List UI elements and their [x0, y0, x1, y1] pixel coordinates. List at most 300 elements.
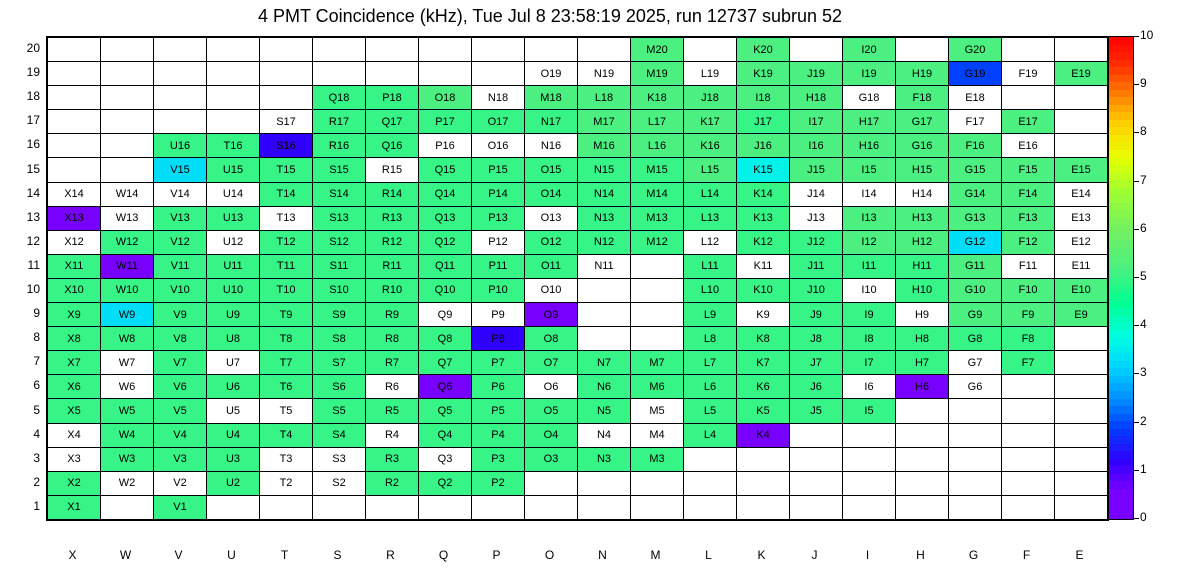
heatmap-cell-empty	[48, 110, 101, 134]
heatmap-cell: H16	[843, 134, 896, 158]
heatmap-cell: X13	[48, 206, 101, 230]
heatmap-cell-empty	[578, 471, 631, 495]
heatmap-cell: K18	[631, 86, 684, 110]
heatmap-cell: H11	[896, 254, 949, 278]
heatmap-cell-empty	[525, 495, 578, 519]
heatmap-cell: G6	[949, 375, 1002, 399]
heatmap-cell: O12	[525, 230, 578, 254]
heatmap-cell: S15	[313, 158, 366, 182]
heatmap-cell: V2	[154, 471, 207, 495]
heatmap-cell: U15	[207, 158, 260, 182]
colorbar-segment	[1109, 391, 1133, 399]
heatmap-cell-empty	[631, 303, 684, 327]
heatmap-cell-empty	[154, 38, 207, 62]
colorbar-segment	[1109, 376, 1133, 384]
heatmap-cell: H18	[790, 86, 843, 110]
heatmap-cell: L19	[684, 62, 737, 86]
colorbar	[1108, 36, 1134, 520]
heatmap-cell-empty	[419, 495, 472, 519]
y-tick-label: 11	[27, 257, 40, 272]
colorbar-segment	[1109, 338, 1133, 346]
heatmap-cell: J18	[684, 86, 737, 110]
colorbar-tick-label: 7	[1140, 172, 1147, 187]
heatmap-cell: R17	[313, 110, 366, 134]
heatmap-cell: T9	[260, 303, 313, 327]
heatmap-cell: Q16	[366, 134, 419, 158]
heatmap-cell: N11	[578, 254, 631, 278]
heatmap-cell: T15	[260, 158, 313, 182]
heatmap-cell: S16	[260, 134, 313, 158]
heatmap-cell: N13	[578, 206, 631, 230]
heatmap-cell-empty	[1055, 375, 1108, 399]
x-tick-label: J	[811, 548, 818, 562]
heatmap-cell: P3	[472, 447, 525, 471]
colorbar-segment	[1109, 496, 1133, 504]
y-tick-label: 15	[26, 161, 40, 176]
heatmap-cell-empty	[472, 495, 525, 519]
heatmap-cell: M7	[631, 351, 684, 375]
heatmap-cell: K19	[737, 62, 790, 86]
heatmap-cell: P10	[472, 278, 525, 302]
y-tick-label: 7	[33, 354, 40, 369]
heatmap-cell: L7	[684, 351, 737, 375]
heatmap-cell: R15	[366, 158, 419, 182]
y-tick-label: 1	[33, 498, 40, 513]
heatmap-cell: K16	[684, 134, 737, 158]
heatmap-cell: X14	[48, 182, 101, 206]
heatmap-cell-empty	[790, 38, 843, 62]
heatmap-cell: V11	[154, 254, 207, 278]
heatmap-cell: V1	[154, 495, 207, 519]
heatmap-cell: E9	[1055, 303, 1108, 327]
heatmap-row	[48, 327, 1108, 351]
heatmap-cell-empty	[1002, 471, 1055, 495]
colorbar-tick-label: 10	[1140, 28, 1154, 42]
colorbar-segment	[1109, 105, 1133, 113]
heatmap-cell-empty	[896, 423, 949, 447]
heatmap-row	[48, 158, 1108, 182]
heatmap-cell: L17	[631, 110, 684, 134]
colorbar-tick	[1134, 325, 1139, 326]
heatmap-cell: L6	[684, 375, 737, 399]
heatmap-cell: U10	[207, 278, 260, 302]
heatmap-cell: I12	[843, 230, 896, 254]
heatmap-cell: M12	[631, 230, 684, 254]
heatmap-grid	[47, 37, 1108, 520]
heatmap-cell: X12	[48, 230, 101, 254]
colorbar-segment	[1109, 90, 1133, 98]
heatmap-cell-empty	[48, 62, 101, 86]
colorbar-segment	[1109, 368, 1133, 376]
colorbar-segment	[1109, 451, 1133, 459]
heatmap-cell-empty	[154, 86, 207, 110]
heatmap-cell-empty	[737, 495, 790, 519]
heatmap-cell-empty	[1002, 38, 1055, 62]
heatmap-cell: I11	[843, 254, 896, 278]
heatmap-cell-empty	[419, 38, 472, 62]
heatmap-cell: W5	[101, 399, 154, 423]
heatmap-cell-empty	[631, 254, 684, 278]
heatmap-cell: M20	[631, 38, 684, 62]
colorbar-segment	[1109, 346, 1133, 354]
heatmap-cell: E19	[1055, 62, 1108, 86]
heatmap-cell: X6	[48, 375, 101, 399]
heatmap-cell-empty	[843, 447, 896, 471]
heatmap-cell: W8	[101, 327, 154, 351]
heatmap-cell: L10	[684, 278, 737, 302]
heatmap-cell: Q13	[419, 206, 472, 230]
colorbar-segment	[1109, 361, 1133, 369]
heatmap-cell: K8	[737, 327, 790, 351]
heatmap-cell: R5	[366, 399, 419, 423]
heatmap-cell: N4	[578, 423, 631, 447]
heatmap-cell: U12	[207, 230, 260, 254]
heatmap-cell-empty	[631, 495, 684, 519]
heatmap-cell: V14	[154, 182, 207, 206]
heatmap-cell-empty	[949, 447, 1002, 471]
heatmap-cell-empty	[896, 447, 949, 471]
heatmap-cell: T14	[260, 182, 313, 206]
heatmap-cell: H12	[896, 230, 949, 254]
heatmap-cell-empty	[790, 423, 843, 447]
chart-title: 4 PMT Coincidence (kHz), Tue Jul 8 23:58:19 2025, run 12737 subrun 52	[257, 6, 843, 26]
heatmap-row	[48, 254, 1108, 278]
heatmap-cell-empty	[1055, 495, 1108, 519]
heatmap-cell: Q11	[419, 254, 472, 278]
heatmap-cell: P2	[472, 471, 525, 495]
heatmap-cell: G15	[949, 158, 1002, 182]
heatmap-cell: U9	[207, 303, 260, 327]
heatmap-cell-empty	[366, 38, 419, 62]
colorbar-segment	[1109, 112, 1133, 120]
heatmap-cell-empty	[154, 62, 207, 86]
heatmap-cell: N17	[525, 110, 578, 134]
colorbar-segment	[1109, 323, 1133, 331]
heatmap-cell: X11	[48, 254, 101, 278]
heatmap-cell: I17	[790, 110, 843, 134]
heatmap-cell-empty	[790, 495, 843, 519]
heatmap-cell: G16	[896, 134, 949, 158]
heatmap-cell: H8	[896, 327, 949, 351]
heatmap-cell: R3	[366, 447, 419, 471]
colorbar-segment	[1109, 75, 1133, 83]
colorbar-segment	[1109, 255, 1133, 263]
heatmap-cell: S8	[313, 327, 366, 351]
heatmap-cell: M4	[631, 423, 684, 447]
colorbar-segment	[1109, 52, 1133, 60]
heatmap-cell: I7	[843, 351, 896, 375]
y-tick-label: 8	[33, 330, 40, 345]
colorbar-tick	[1134, 277, 1139, 278]
y-tick-label: 4	[33, 426, 40, 441]
heatmap-cell: X7	[48, 351, 101, 375]
heatmap-row	[48, 495, 1108, 519]
heatmap-cell: X5	[48, 399, 101, 423]
x-tick-label: U	[227, 548, 236, 562]
heatmap-cell-empty	[366, 495, 419, 519]
x-tick-label: E	[1075, 548, 1084, 562]
heatmap-cell-empty	[1002, 447, 1055, 471]
colorbar-tick-label: 1	[1140, 461, 1147, 476]
heatmap-cell-empty	[790, 447, 843, 471]
heatmap-cell: W10	[101, 278, 154, 302]
heatmap-cell: J7	[790, 351, 843, 375]
heatmap-cell: Q18	[313, 86, 366, 110]
heatmap-cell: J13	[790, 206, 843, 230]
heatmap-cell-empty	[260, 495, 313, 519]
colorbar-segment	[1109, 240, 1133, 248]
heatmap-cell: T6	[260, 375, 313, 399]
y-tick-label: 19	[26, 65, 40, 80]
heatmap-cell: L16	[631, 134, 684, 158]
heatmap-cell: X2	[48, 471, 101, 495]
heatmap-cell: W11	[101, 254, 154, 278]
colorbar-tick	[1134, 84, 1139, 85]
heatmap-cell: G7	[949, 351, 1002, 375]
heatmap-cell-empty	[1055, 447, 1108, 471]
heatmap-cell: S13	[313, 206, 366, 230]
heatmap-cell: J5	[790, 399, 843, 423]
heatmap-cell: O6	[525, 375, 578, 399]
heatmap-cell: V8	[154, 327, 207, 351]
colorbar-segment	[1109, 248, 1133, 256]
heatmap-cell: M13	[631, 206, 684, 230]
heatmap-cell: M17	[578, 110, 631, 134]
heatmap-cell: R10	[366, 278, 419, 302]
heatmap-cell-empty	[313, 495, 366, 519]
heatmap-cell: E15	[1055, 158, 1108, 182]
heatmap-cell: K9	[737, 303, 790, 327]
heatmap-cell: T10	[260, 278, 313, 302]
heatmap-cell: U7	[207, 351, 260, 375]
heatmap-cell-empty	[578, 278, 631, 302]
heatmap-cell-empty	[154, 110, 207, 134]
heatmap-cell: H17	[843, 110, 896, 134]
heatmap-row	[48, 303, 1108, 327]
heatmap-cell: V6	[154, 375, 207, 399]
heatmap-cell: J12	[790, 230, 843, 254]
heatmap-cell: S4	[313, 423, 366, 447]
heatmap-cell: V3	[154, 447, 207, 471]
heatmap-cell: T8	[260, 327, 313, 351]
heatmap-row	[48, 375, 1108, 399]
heatmap-row	[48, 423, 1108, 447]
heatmap-cell: R6	[366, 375, 419, 399]
colorbar-segment	[1109, 203, 1133, 211]
heatmap-cell: Q12	[419, 230, 472, 254]
heatmap-cell: X9	[48, 303, 101, 327]
y-tick-label: 14	[26, 185, 40, 200]
colorbar-segment	[1109, 459, 1133, 467]
heatmap-cell: E17	[1002, 110, 1055, 134]
colorbar-segment	[1109, 316, 1133, 324]
heatmap-cell: T16	[207, 134, 260, 158]
colorbar-segment	[1109, 489, 1133, 497]
heatmap-cell: O8	[525, 327, 578, 351]
heatmap-cell: M18	[525, 86, 578, 110]
heatmap-cell-empty	[684, 447, 737, 471]
heatmap-cell: F19	[1002, 62, 1055, 86]
y-tick-label: 5	[33, 402, 40, 417]
heatmap-cell-empty	[631, 327, 684, 351]
heatmap-cell: M3	[631, 447, 684, 471]
heatmap-cell: M14	[631, 182, 684, 206]
colorbar-segment	[1109, 474, 1133, 482]
colorbar-segment	[1109, 263, 1133, 271]
heatmap-cell: E13	[1055, 206, 1108, 230]
heatmap-cell: V9	[154, 303, 207, 327]
heatmap-cell-empty	[207, 62, 260, 86]
colorbar-tick	[1134, 181, 1139, 182]
heatmap-cell: W7	[101, 351, 154, 375]
heatmap-cell-empty	[1002, 375, 1055, 399]
heatmap-cell: P6	[472, 375, 525, 399]
heatmap-cell: I13	[843, 206, 896, 230]
heatmap-cell: S11	[313, 254, 366, 278]
heatmap-cell: M6	[631, 375, 684, 399]
colorbar-tick	[1134, 132, 1139, 133]
heatmap-cell: O5	[525, 399, 578, 423]
colorbar-segment	[1109, 414, 1133, 422]
heatmap-cell-empty	[101, 110, 154, 134]
heatmap-cell: P7	[472, 351, 525, 375]
heatmap-cell: F10	[1002, 278, 1055, 302]
heatmap-cell: T13	[260, 206, 313, 230]
heatmap-cell: H7	[896, 351, 949, 375]
colorbar-segment	[1109, 195, 1133, 203]
heatmap-cell: R16	[313, 134, 366, 158]
colorbar-segment	[1109, 429, 1133, 437]
heatmap-cell: I14	[843, 182, 896, 206]
heatmap-cell: O18	[419, 86, 472, 110]
colorbar-segment	[1109, 481, 1133, 489]
heatmap-cell: V10	[154, 278, 207, 302]
heatmap-cell: L11	[684, 254, 737, 278]
heatmap-cell: W6	[101, 375, 154, 399]
heatmap-cell-empty	[1002, 495, 1055, 519]
heatmap-cell: W14	[101, 182, 154, 206]
heatmap-cell: J6	[790, 375, 843, 399]
heatmap-cell: R4	[366, 423, 419, 447]
heatmap-cell: S14	[313, 182, 366, 206]
heatmap-cell: N6	[578, 375, 631, 399]
heatmap-cell: J8	[790, 327, 843, 351]
heatmap-cell: O3	[525, 447, 578, 471]
heatmap-cell: F13	[1002, 206, 1055, 230]
heatmap-cell: O19	[525, 62, 578, 86]
heatmap-cell-empty	[737, 471, 790, 495]
x-tick-label: W	[119, 548, 132, 562]
heatmap-cell: S5	[313, 399, 366, 423]
colorbar-segment	[1109, 293, 1133, 301]
y-tick-label: 10	[26, 282, 40, 296]
heatmap-cell: U13	[207, 206, 260, 230]
heatmap-cell-empty	[790, 471, 843, 495]
heatmap-cell: Q5	[419, 399, 472, 423]
heatmap-cell-empty	[1055, 110, 1108, 134]
heatmap-cell: L13	[684, 206, 737, 230]
colorbar-segment	[1109, 45, 1133, 53]
heatmap-cell: G11	[949, 254, 1002, 278]
colorbar-segment	[1109, 120, 1133, 128]
heatmap-cell: R14	[366, 182, 419, 206]
heatmap-row	[48, 86, 1108, 110]
heatmap-cell: N3	[578, 447, 631, 471]
heatmap-cell-empty	[1002, 86, 1055, 110]
heatmap-cell: R9	[366, 303, 419, 327]
heatmap-cell: K7	[737, 351, 790, 375]
heatmap-cell: E11	[1055, 254, 1108, 278]
heatmap-cell: O13	[525, 206, 578, 230]
heatmap-cell: S10	[313, 278, 366, 302]
heatmap-cell: K13	[737, 206, 790, 230]
heatmap-cell: T5	[260, 399, 313, 423]
colorbar-tick-label: 4	[1140, 317, 1147, 332]
heatmap-cell-empty	[525, 38, 578, 62]
heatmap-cell: O9	[525, 303, 578, 327]
heatmap-plot	[46, 36, 1109, 521]
heatmap-cell: J16	[737, 134, 790, 158]
colorbar-segment	[1109, 353, 1133, 361]
heatmap-row	[48, 399, 1108, 423]
heatmap-cell: G14	[949, 182, 1002, 206]
heatmap-cell: Q15	[419, 158, 472, 182]
heatmap-cell-empty	[578, 495, 631, 519]
heatmap-cell: T2	[260, 471, 313, 495]
heatmap-cell: P14	[472, 182, 525, 206]
heatmap-cell: F8	[1002, 327, 1055, 351]
heatmap-row	[48, 134, 1108, 158]
colorbar-segment	[1109, 406, 1133, 414]
heatmap-cell-empty	[472, 38, 525, 62]
heatmap-cell-empty	[578, 327, 631, 351]
colorbar-segment	[1109, 511, 1133, 519]
heatmap-cell: U16	[154, 134, 207, 158]
heatmap-cell: R12	[366, 230, 419, 254]
heatmap-cell: J10	[790, 278, 843, 302]
heatmap-row	[48, 278, 1108, 302]
heatmap-cell-empty	[207, 110, 260, 134]
heatmap-cell: M19	[631, 62, 684, 86]
heatmap-cell: J17	[737, 110, 790, 134]
heatmap-cell: P4	[472, 423, 525, 447]
heatmap-cell: K10	[737, 278, 790, 302]
heatmap-cell-empty	[48, 134, 101, 158]
y-tick-label: 20	[26, 41, 40, 55]
heatmap-cell: Q8	[419, 327, 472, 351]
heatmap-cell: H6	[896, 375, 949, 399]
heatmap-cell: T4	[260, 423, 313, 447]
heatmap-cell: P13	[472, 206, 525, 230]
heatmap-cell: K20	[737, 38, 790, 62]
x-tick-label: F	[1022, 548, 1031, 562]
heatmap-cell: X3	[48, 447, 101, 471]
heatmap-cell: U8	[207, 327, 260, 351]
heatmap-row	[48, 230, 1108, 254]
heatmap-cell-empty	[843, 423, 896, 447]
heatmap-cell-empty	[525, 471, 578, 495]
colorbar-segment	[1109, 218, 1133, 226]
heatmap-cell: P18	[366, 86, 419, 110]
heatmap-cell: R8	[366, 327, 419, 351]
heatmap-cell-empty	[101, 158, 154, 182]
heatmap-row	[48, 206, 1108, 230]
heatmap-cell-empty	[313, 62, 366, 86]
heatmap-row	[48, 471, 1108, 495]
heatmap-cell: F18	[896, 86, 949, 110]
heatmap-cell: X4	[48, 423, 101, 447]
heatmap-cell: N12	[578, 230, 631, 254]
